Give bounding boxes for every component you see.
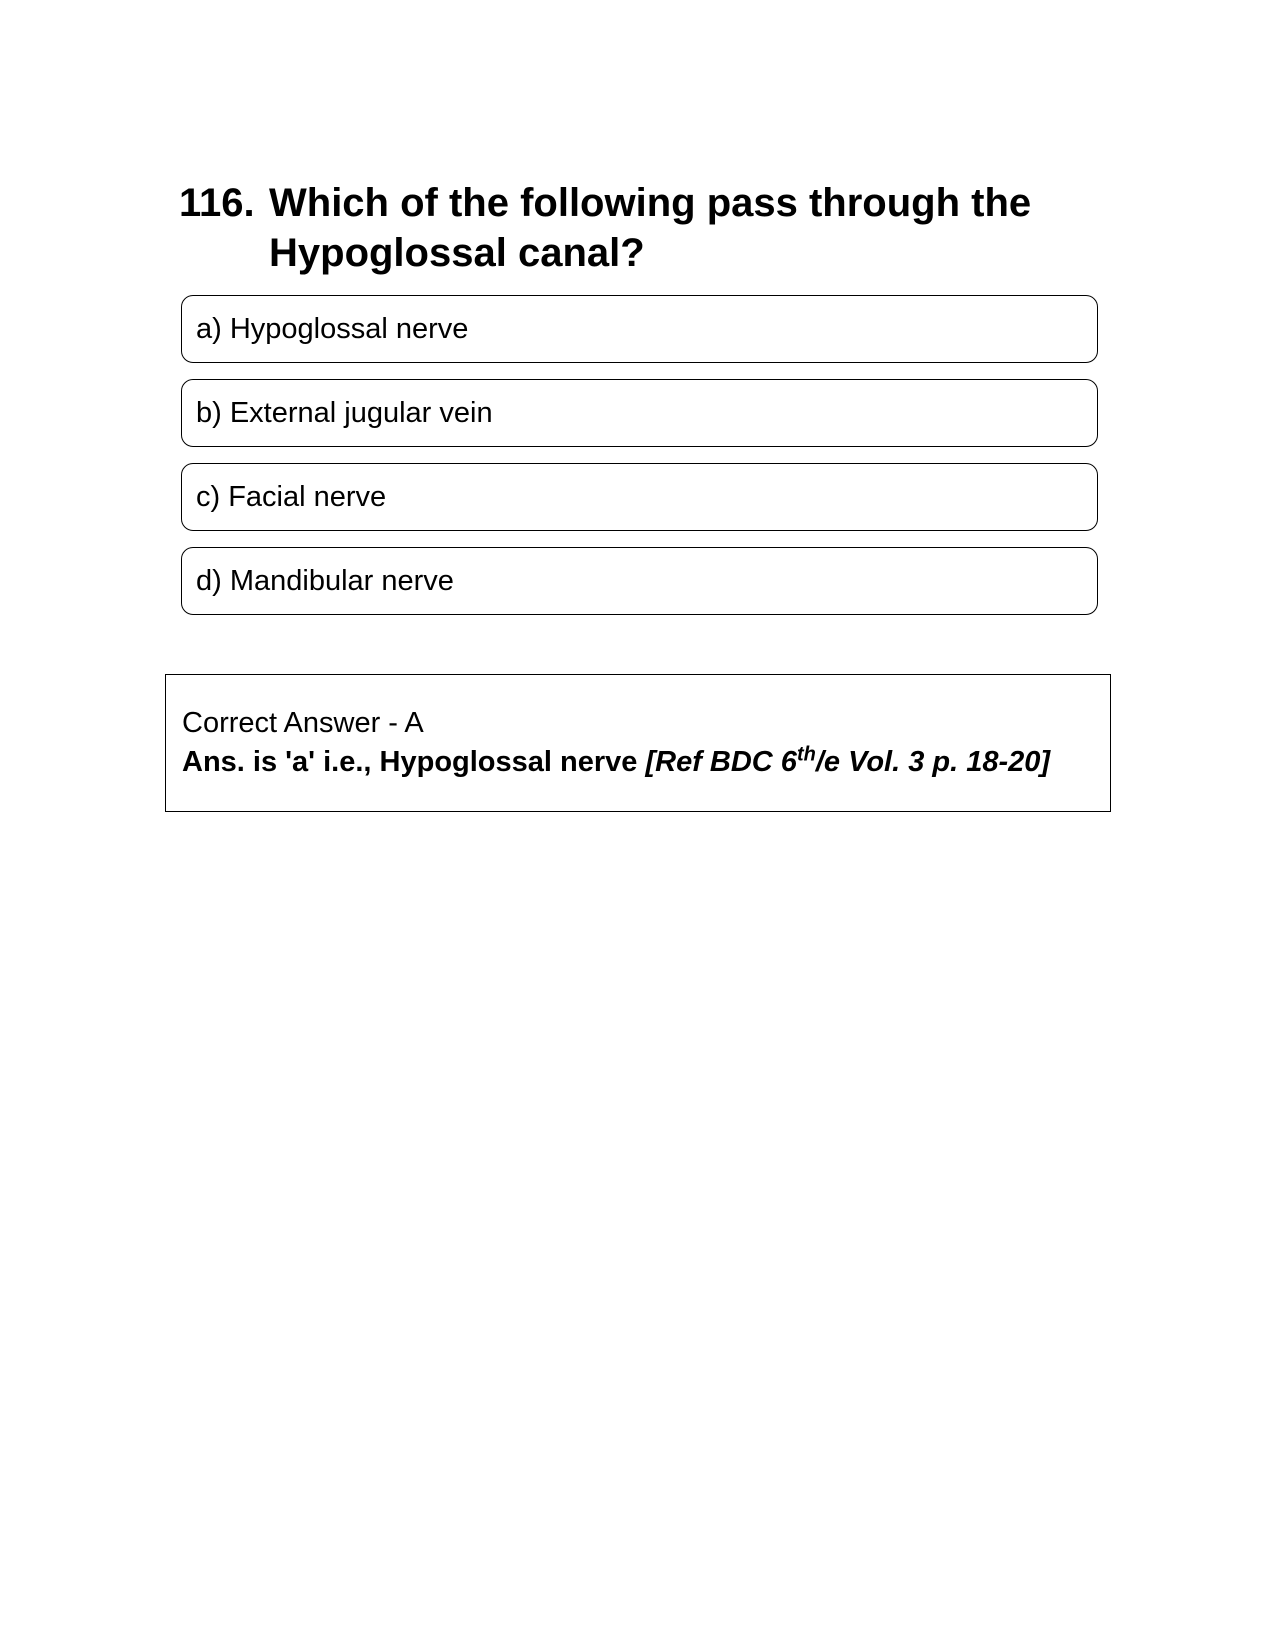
- correct-answer: Correct Answer - A: [182, 707, 424, 739]
- option-d-label: d) Mandibular nerve: [196, 564, 454, 597]
- answer-reference: [645, 743, 1051, 778]
- option-b[interactable]: [181, 379, 1098, 447]
- answer-explanation-line: [182, 741, 1110, 783]
- question-heading: [179, 178, 1099, 278]
- option-c-label: c) Facial nerve: [196, 480, 387, 513]
- option-b-label: b) External jugular vein: [196, 396, 493, 429]
- option-c[interactable]: [181, 463, 1098, 531]
- option-a-label: a) Hypoglossal nerve: [196, 312, 469, 345]
- answer-box: [165, 674, 1111, 812]
- question-number: 116.: [179, 181, 255, 225]
- options-list: [181, 295, 1098, 631]
- question-text: Which of the following pass through the Hypoglossal canal?: [269, 181, 1032, 275]
- reference-suffix: /e Vol. 3 p. 18-20]: [815, 746, 1051, 778]
- reference-prefix: [Ref BDC 6: [645, 746, 797, 778]
- option-a[interactable]: [181, 295, 1098, 363]
- option-d[interactable]: [181, 547, 1098, 615]
- reference-superscript: th: [796, 743, 816, 766]
- answer-explanation: Ans. is 'a' i.e., Hypoglossal nerve: [182, 746, 638, 778]
